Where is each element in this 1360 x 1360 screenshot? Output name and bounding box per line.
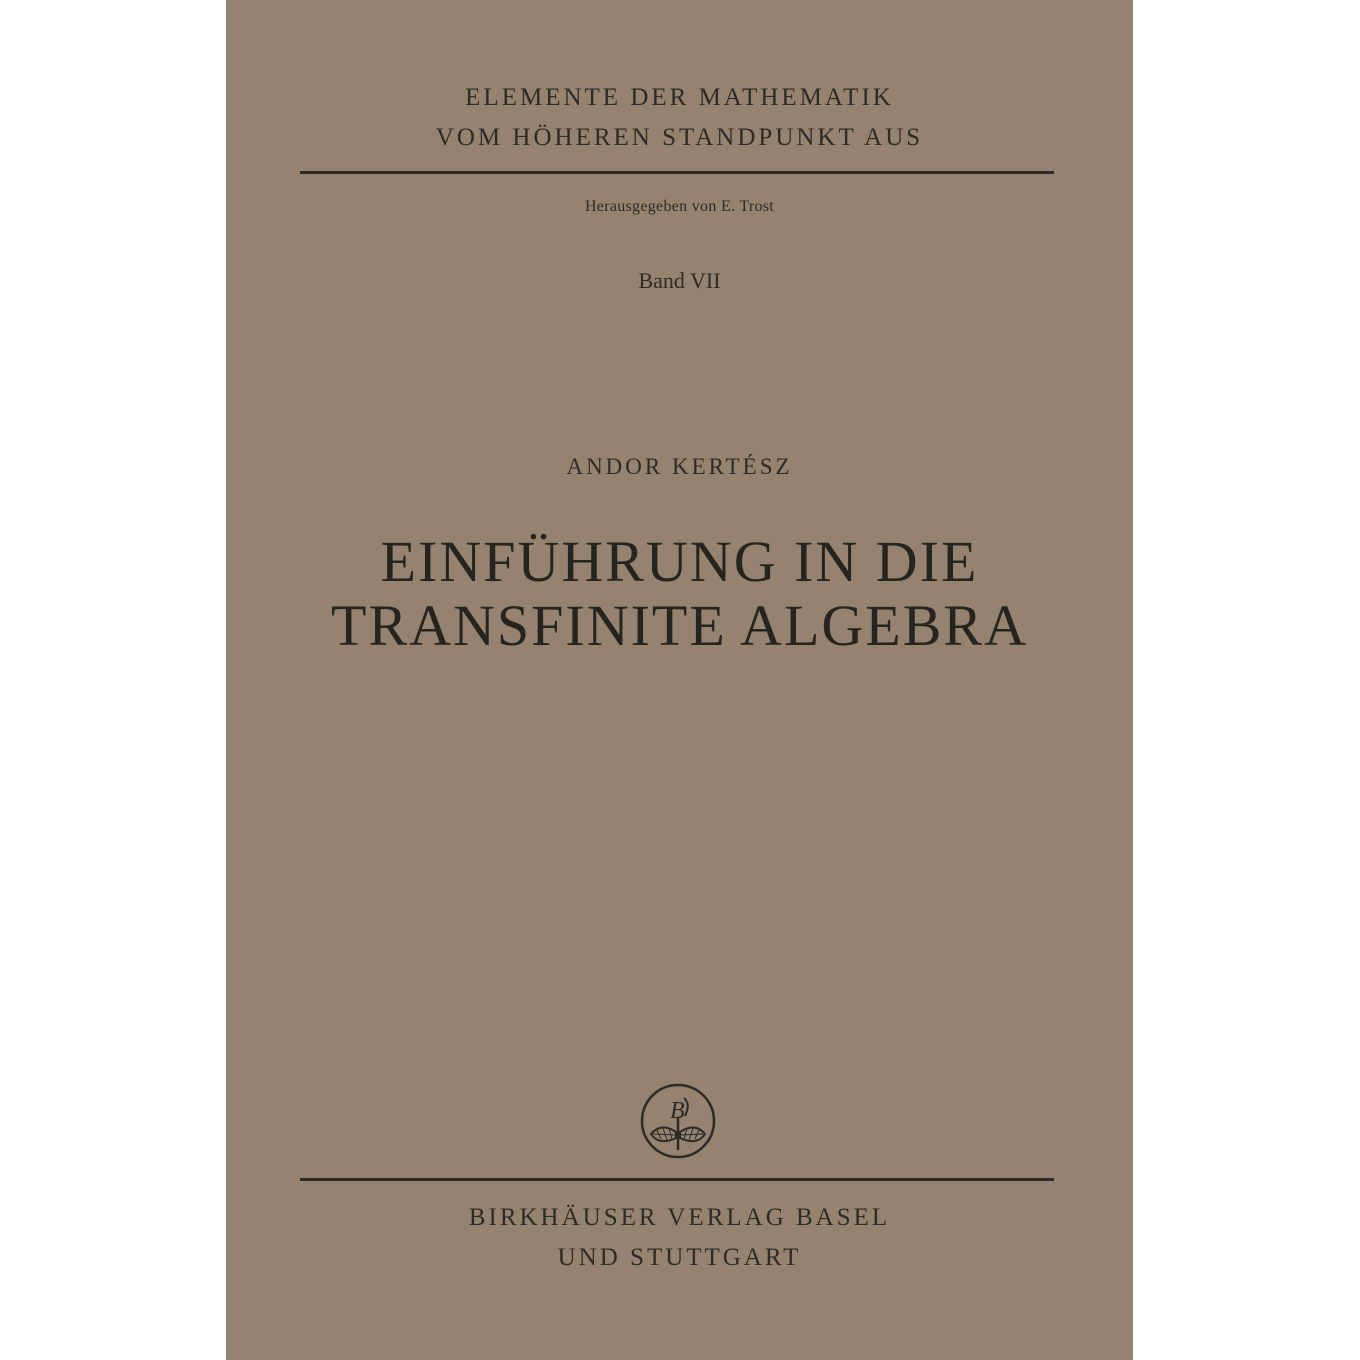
book-title-line-2: TRANSFINITE ALGEBRA — [331, 593, 1028, 658]
top-divider — [300, 171, 1054, 174]
series-title-line-2: VOM HÖHEREN STANDPUNKT AUS — [435, 124, 924, 151]
book-title-line-1: EINFÜHRUNG IN DIE — [380, 529, 979, 594]
series-title — [226, 78, 1133, 158]
editor-credit: Herausgegeben von E. Trost — [584, 198, 775, 215]
publisher-emblem-icon — [639, 1082, 717, 1160]
book-title — [226, 530, 1133, 658]
volume-number: Band VII — [638, 268, 721, 293]
author-name: ANDOR KERTÉSZ — [566, 454, 793, 479]
svg-text:B: B — [670, 1098, 685, 1124]
publisher-line-1: BIRKHÄUSER VERLAG BASEL — [468, 1204, 891, 1231]
bottom-divider — [300, 1178, 1054, 1181]
book-cover — [226, 0, 1133, 1360]
series-title-line-1: ELEMENTE DER MATHEMATIK — [465, 84, 894, 111]
publisher-line-2: UND STUTTGART — [557, 1244, 802, 1271]
publisher-imprint — [226, 1198, 1133, 1278]
